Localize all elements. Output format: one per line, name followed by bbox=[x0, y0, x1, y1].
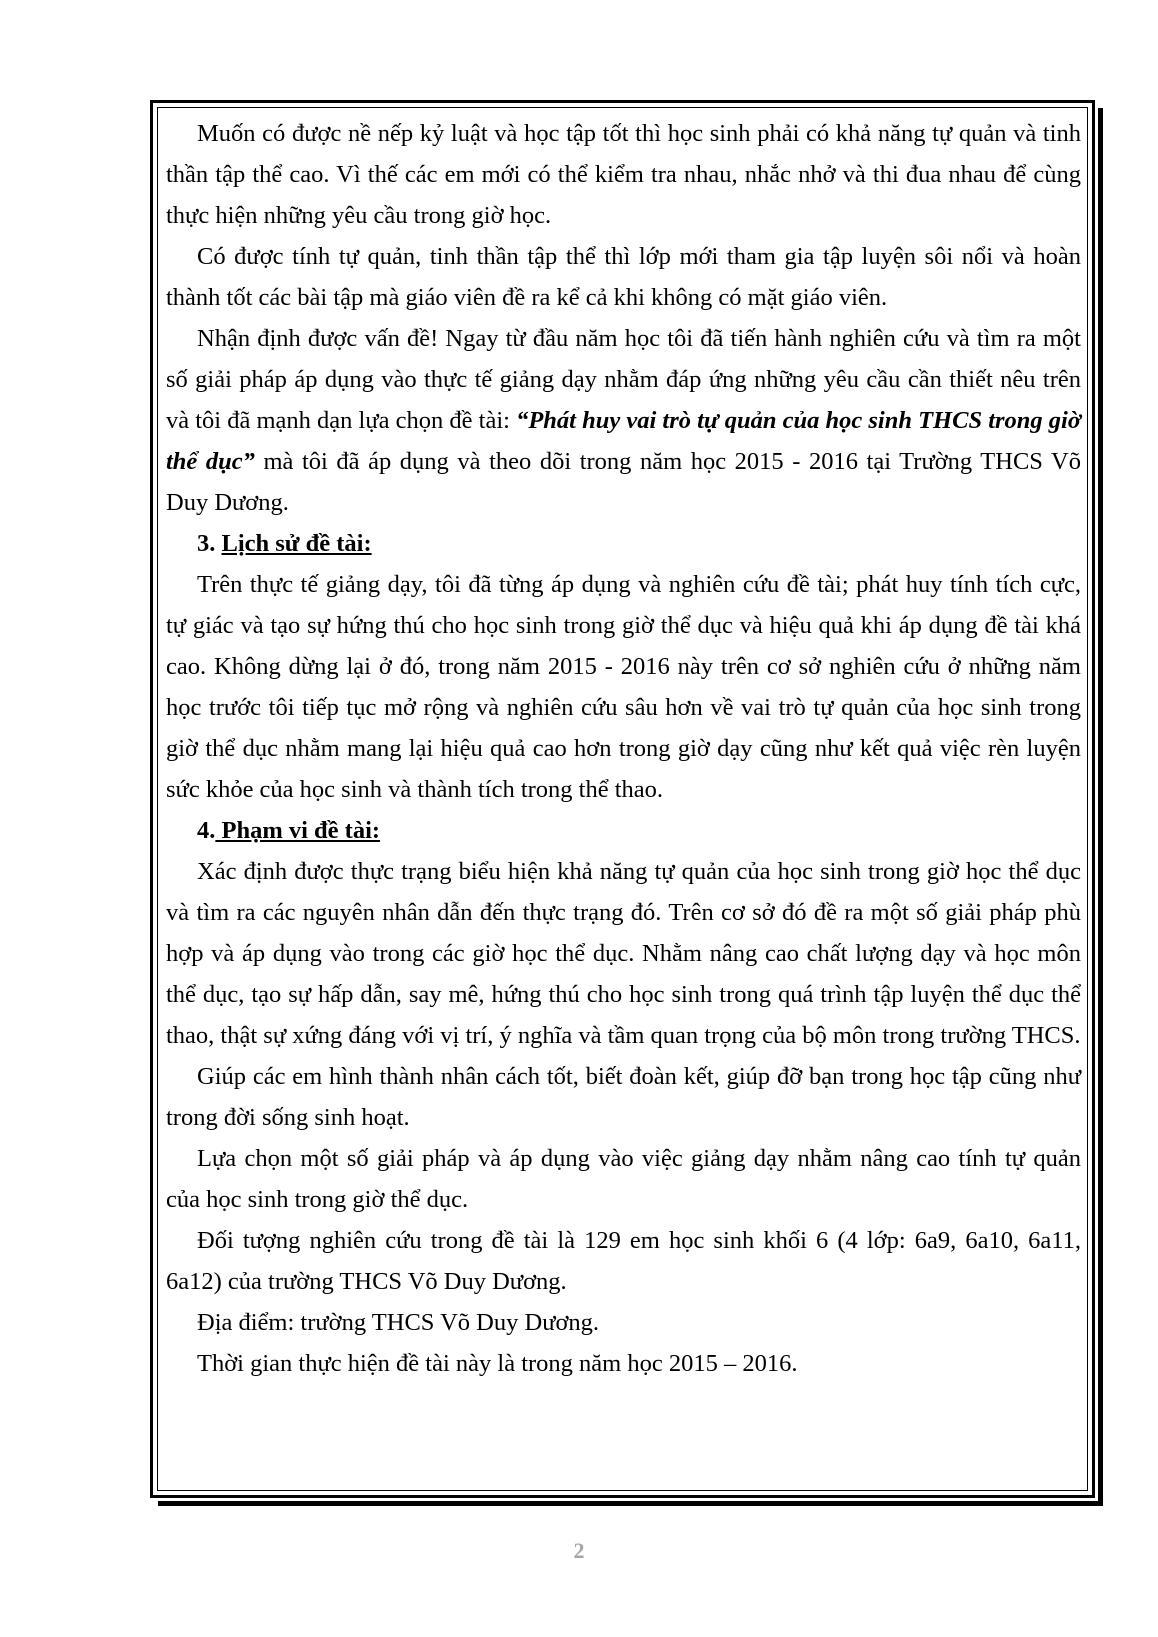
section-number: 3. bbox=[197, 530, 216, 557]
section-heading-scope bbox=[166, 810, 1081, 851]
paragraph-text: Nhận định được vấn đề! Ngay từ đầu năm học tôi đã tiến hành nghiên cứu và tìm ra một số giải pháp áp dụng vào thực tế giảng dạy nhằm đáp ứng những yêu cầu cần thiết nêu trên và tôi đã mạnh dạn lựa chọn đề tài: bbox=[166, 325, 1081, 434]
paragraph: Muốn có được nề nếp kỷ luật và học tập tốt thì học sinh phải có khả năng tự quản và tinh thần tập thể cao. Vì thế các em mới có thể kiểm tra nhau, nhắc nhở và thi đua nhau để cùng thực hiện những yêu cầu trong giờ học. bbox=[166, 120, 1081, 229]
section-heading-history bbox=[166, 523, 1081, 564]
paragraph: Thời gian thực hiện đề tài này là trong năm học 2015 – 2016. bbox=[197, 1350, 798, 1377]
paragraph: Xác định được thực trạng biểu hiện khả năng tự quản của học sinh trong giờ học thể dục và tìm ra các nguyên nhân dẫn đến thực trạng đó. Trên cơ sở đó đề ra một số giải pháp phù hợp và áp dụng vào trong các giờ học thể dục. Nhằm nâng cao chất lượng dạy và học môn thể dục, tạo sự hấp dẫn, say mê, hứng thú cho học sinh trong quá trình tập luyện thể dục thể thao, thật sự xứng đáng với vị trí, ý nghĩa và tầm quan trọng của bộ môn trong trường THCS. bbox=[166, 858, 1081, 1049]
paragraph: Lựa chọn một số giải pháp và áp dụng vào việc giảng dạy nhằm nâng cao tính tự quản của học sinh trong giờ thể dục. bbox=[166, 1145, 1081, 1213]
section-title bbox=[215, 817, 380, 844]
paragraph-topic-selection bbox=[166, 318, 1081, 523]
paragraph-text: mà tôi đã áp dụng và theo dõi trong năm học 2015 - 2016 tại Trường THCS Võ Duy Dương. bbox=[166, 448, 1082, 516]
section-title-text: Phạm vi đề tài: bbox=[221, 817, 381, 844]
paragraph: Giúp các em hình thành nhân cách tốt, biết đoàn kết, giúp đỡ bạn trong học tập cũng như trong đời sống sinh hoạt. bbox=[166, 1063, 1081, 1131]
paragraph: Có được tính tự quản, tinh thần tập thể thì lớp mới tham gia tập luyện sôi nổi và hoàn thành tốt các bài tập mà giáo viên đề ra kể cả khi không có mặt giáo viên. bbox=[166, 243, 1081, 311]
section-number: 4. bbox=[197, 817, 216, 844]
paragraph: Trên thực tế giảng dạy, tôi đã từng áp dụng và nghiên cứu đề tài; phát huy tính tích cực, tự giác và tạo sự hứng thú cho học sinh trong giờ thể dục và hiệu quả khi áp dụng đề tài khá cao. Không dừng lại ở đó, trong năm 2015 - 2016 này trên cơ sở nghiên cứu ở những năm học trước tôi tiếp tục mở rộng và nghiên cứu sâu hơn về vai trò tự quản của học sinh trong giờ thể dục nhằm mang lại hiệu quả cao hơn trong giờ dạy cũng như kết quả việc rèn luyện sức khỏe của học sinh và thành tích trong thể thao. bbox=[166, 571, 1081, 803]
paragraph: Địa điểm: trường THCS Võ Duy Dương. bbox=[197, 1309, 600, 1336]
section-title: Lịch sử đề tài: bbox=[221, 530, 372, 557]
topic-title: “Phát huy vai trò tự quản của học sinh THCS trong giờ thể dục” bbox=[166, 407, 1081, 475]
page-number: 2 bbox=[573, 1538, 585, 1563]
document-body bbox=[166, 113, 1081, 1384]
paragraph: Đối tượng nghiên cứu trong đề tài là 129 em học sinh khối 6 (4 lớp: 6a9, 6a10, 6a11, 6a12) của trường THCS Võ Duy Dương. bbox=[166, 1227, 1081, 1295]
